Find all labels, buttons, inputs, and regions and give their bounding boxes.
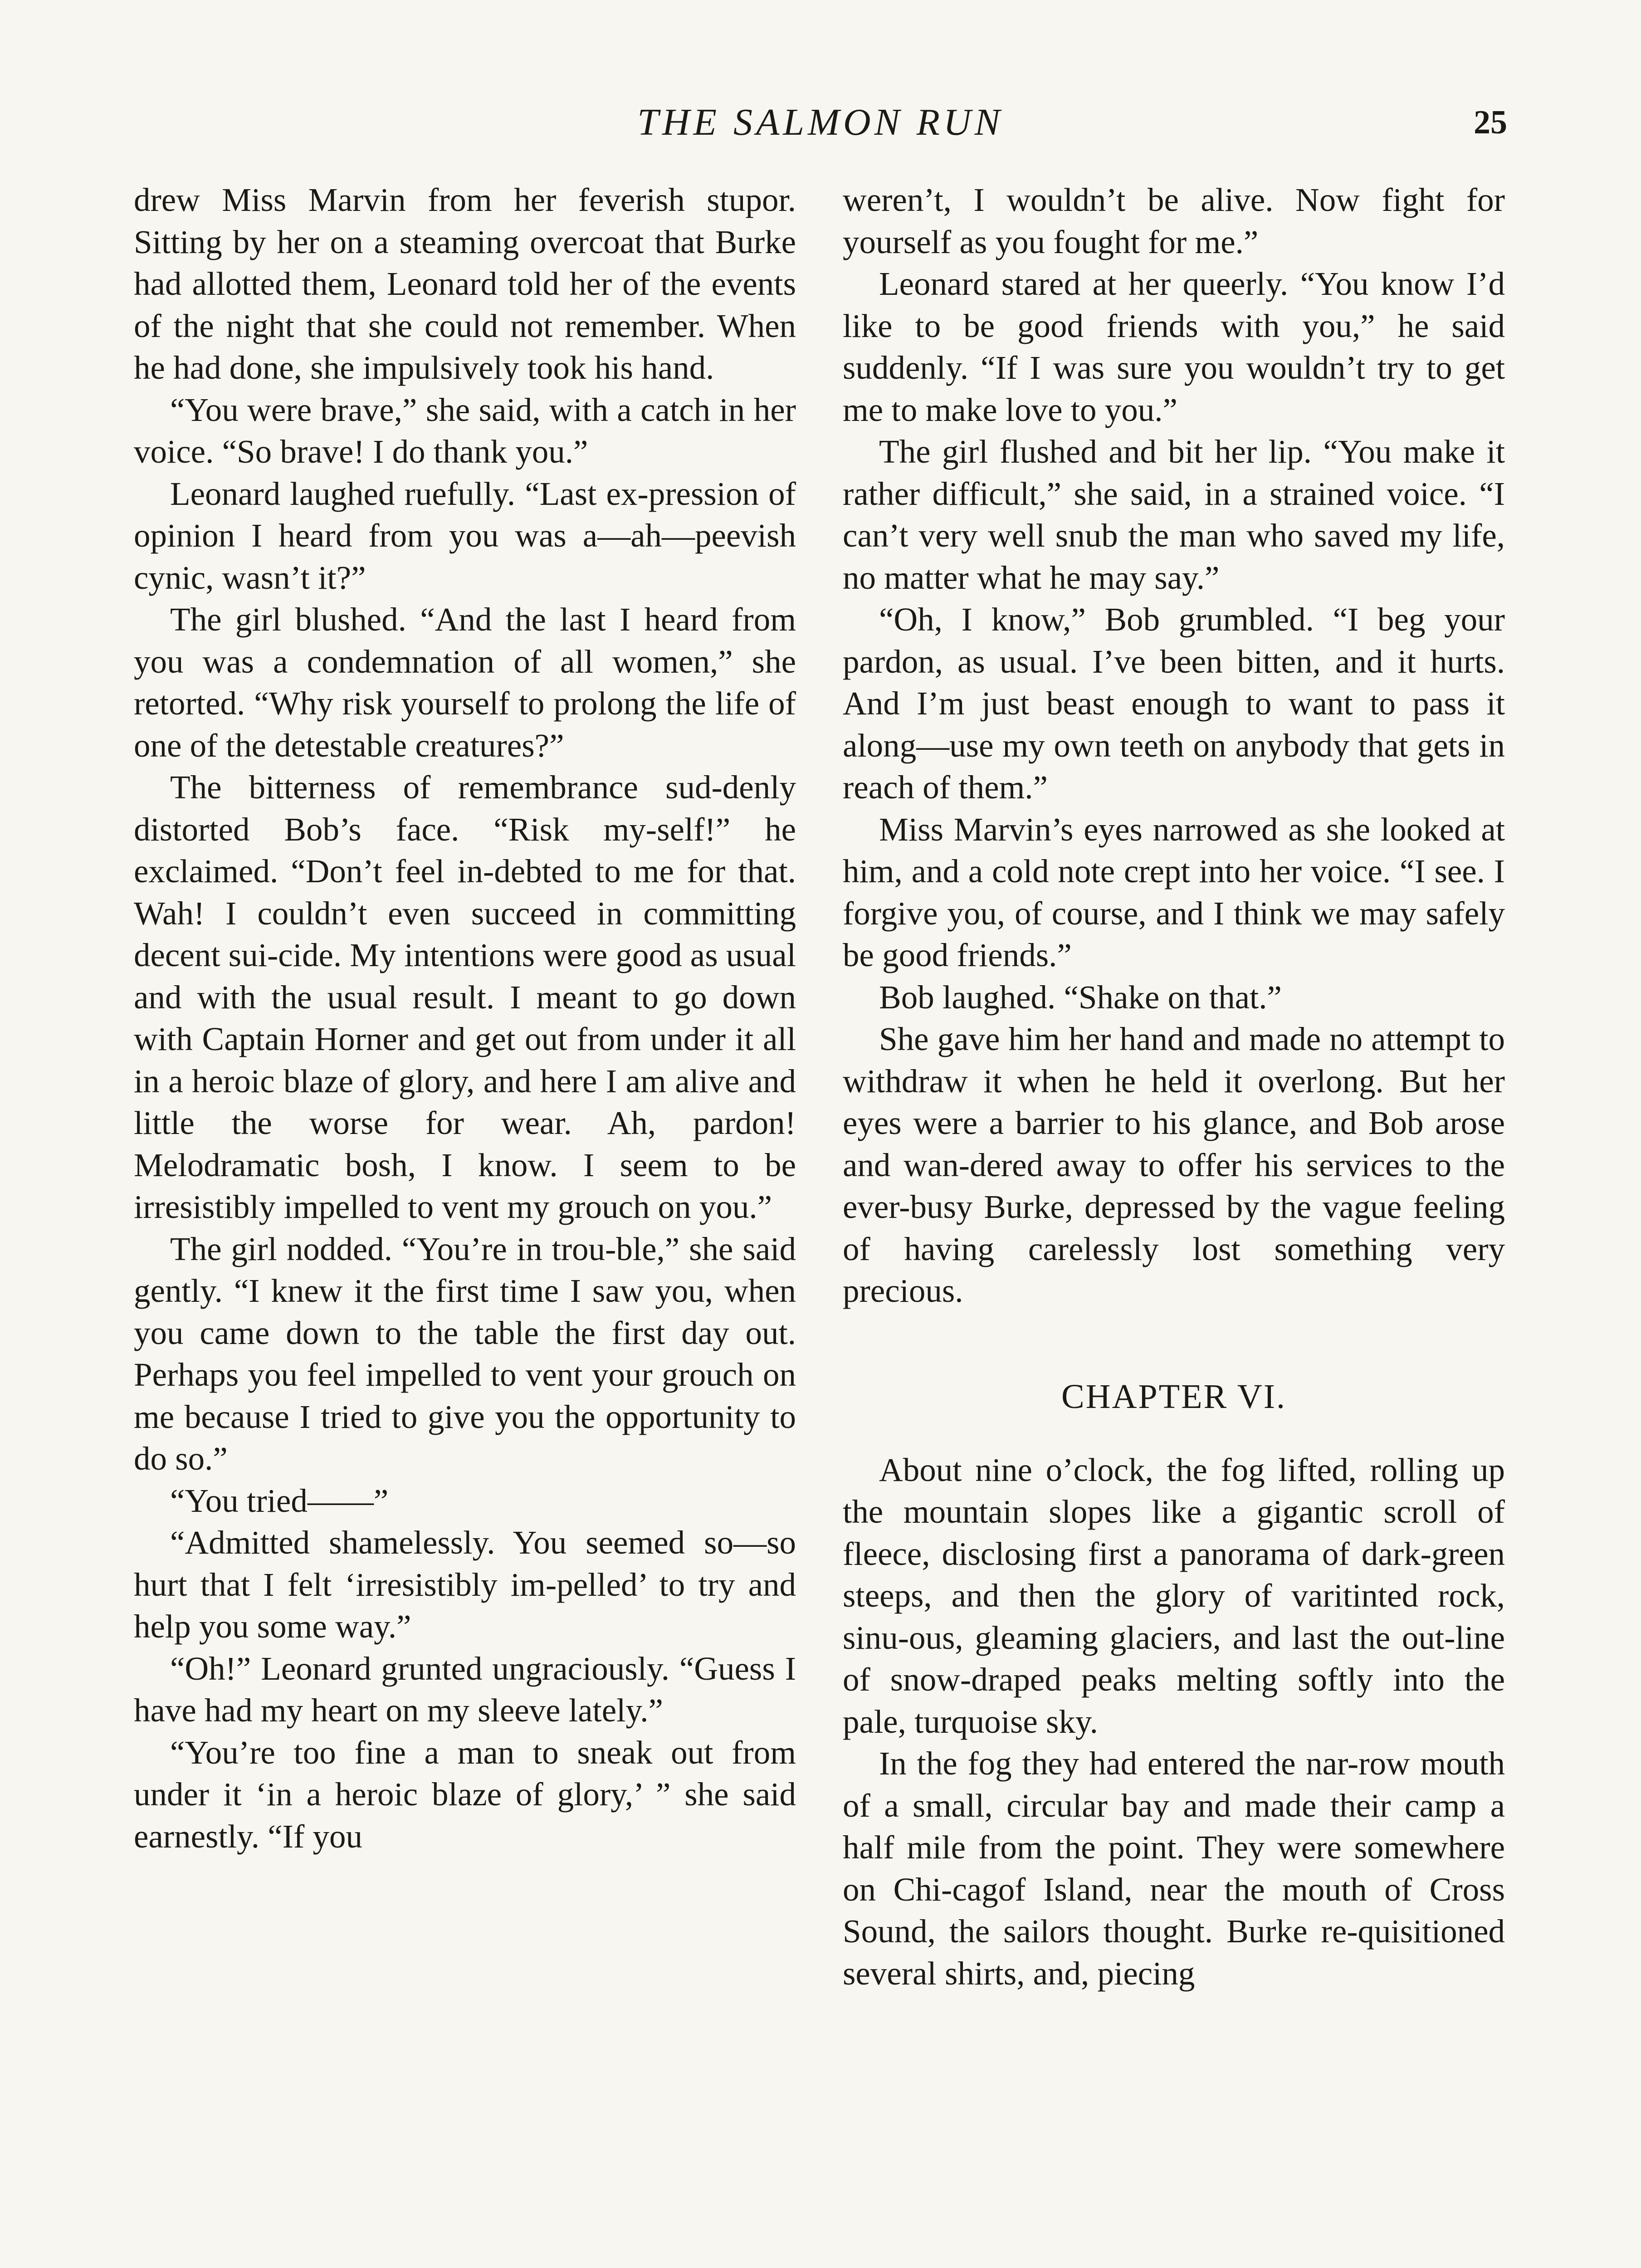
paragraph: Leonard stared at her queerly. “You know I’d like to be good friends with you,” he said suddenly. “If I was sure you wouldn’t try to get me to make love to you.” bbox=[843, 265, 1505, 428]
running-head bbox=[0, 98, 1641, 147]
paragraph: “Oh!” Leonard grunted ungraciously. “Guess I have had my heart on my sleeve lately.” bbox=[134, 1650, 796, 1729]
paragraph: She gave him her hand and made no attempt to withdraw it when he held it overlong. But her eyes were a barrier to his glance, and Bob arose and wan-dered away to offer his services to the ever-busy Burke, depressed by the vague feeling of having carelessly lost something very precious. bbox=[843, 1021, 1505, 1309]
paragraph: In the fog they had entered the nar-row mouth of a small, circular bay and made their camp a half mile from the point. They were somewhere on Chi-cagof Island, near the mouth of Cross Sound, the sailors thought. Burke re-quisitioned several shirts, and, piecing bbox=[843, 1745, 1505, 1992]
paragraph: Miss Marvin’s eyes narrowed as she looked at him, and a cold note crept into her voice. “I see. I forgive you, of course, and I think we may safely be good friends.” bbox=[843, 811, 1505, 973]
left-column bbox=[134, 179, 796, 1857]
paragraph: weren’t, I wouldn’t be alive. Now fight for yourself as you fought for me.” bbox=[843, 181, 1505, 260]
paragraph: “You’re too fine a man to sneak out from under it ‘in a heroic blaze of glory,’ ” she said earnestly. “If you bbox=[134, 1734, 796, 1855]
paragraph: The girl nodded. “You’re in trou-ble,” she said gently. “I knew it the first time I saw you, when you came down to the table the first day out. Perhaps you feel impelled to vent your grouch on me because I tried to give you the opportunity to do so.” bbox=[134, 1230, 796, 1477]
paragraph: “Admitted shamelessly. You seemed so—so hurt that I felt ‘irresistibly im-pelled’ to try and help you some way.” bbox=[134, 1524, 796, 1645]
paragraph: “You were brave,” she said, with a catch in her voice. “So brave! I do thank you.” bbox=[134, 391, 796, 470]
page-number: 25 bbox=[1474, 104, 1507, 141]
paragraph: drew Miss Marvin from her feverish stupor. Sitting by her on a steaming overcoat that Burke had allotted them, Leonard told her of the events of the night that she could not remember. When he had done, she impulsively took his hand. bbox=[134, 181, 796, 386]
paragraph: The bitterness of remembrance sud-denly distorted Bob’s face. “Risk my-self!” he exclaimed. “Don’t feel in-debted to me for that. Wah! I couldn’t even succeed in committing decent sui-cide. My intentions were good as usual and with the usual result. I meant to go down with Captain Horner and get out from under it all in a heroic blaze of glory, and here I am alive and little the worse for wear. Ah, pardon! Melodramatic bosh, I know. I seem to be irresistibly impelled to vent my grouch on you.” bbox=[134, 769, 796, 1225]
paragraph: Bob laughed. “Shake on that.” bbox=[879, 978, 1282, 1016]
running-title: THE SALMON RUN bbox=[637, 101, 1004, 143]
paragraph: Leonard laughed ruefully. “Last ex-pression of opinion I heard from you was a—ah—peevish cynic, wasn’t it?” bbox=[134, 475, 796, 596]
paragraph: The girl flushed and bit her lip. “You make it rather difficult,” she said, in a strained voice. “I can’t very well snub the man who saved my life, no matter what he may say.” bbox=[843, 433, 1505, 596]
chapter-heading: CHAPTER VI. bbox=[1061, 1377, 1287, 1416]
right-column bbox=[843, 179, 1505, 1994]
paragraph: “You tried——” bbox=[170, 1482, 389, 1519]
paragraph: About nine o’clock, the fog lifted, rolling up the mountain slopes like a gigantic scroll of fleece, disclosing first a panorama of dark-green steeps, and then the glory of varitinted rock, sinu-ous, gleaming glaciers, and last the out-line of snow-draped peaks melting softly into the pale, turquoise sky. bbox=[843, 1451, 1505, 1740]
paragraph: The girl blushed. “And the last I heard from you was a condemnation of all women,” she retorted. “Why risk yourself to prolong the life of one of the detestable creatures?” bbox=[134, 601, 796, 764]
paragraph: “Oh, I know,” Bob grumbled. “I beg your pardon, as usual. I’ve been bitten, and it hurts. And I’m just beast enough to want to pass it along—use my own teeth on anybody that gets in reach of them.” bbox=[843, 601, 1505, 806]
